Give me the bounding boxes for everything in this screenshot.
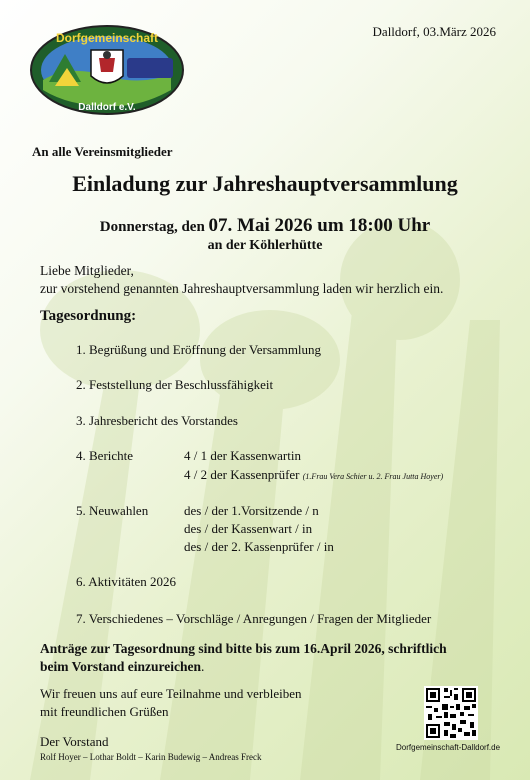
agenda-item-4-sub-1: 4 / 1 der Kassenwartin xyxy=(184,448,301,463)
proposals-note xyxy=(40,640,447,676)
agenda-item-5: 5. Neuwahlen xyxy=(76,503,149,518)
proposals-line-2-rest: . xyxy=(201,659,205,674)
logo-bottom-text: Dalldorf e.V. xyxy=(78,102,136,113)
agenda-item-4-sub-2 xyxy=(184,467,443,483)
club-logo xyxy=(29,24,185,116)
agenda-item-2: 2. Feststellung der Beschlussfähigkeit xyxy=(76,377,274,392)
meeting-date-prefix: Donnerstag, den xyxy=(99,219,209,235)
board-members: Rolf Hoyer – Lothar Boldt – Karin Budewig – Andreas Freck xyxy=(40,752,262,762)
greeting-line-2: zur vorstehend genannten Jahreshauptversammlung laden wir herzlich ein. xyxy=(40,281,444,296)
agenda-item-4-sub-2-note: (1.Frau Vera Schier u. 2. Frau Jutta Hoyer) xyxy=(302,472,444,481)
agenda-item-3: 3. Jahresbericht des Vorstandes xyxy=(76,413,238,428)
recipient-line: An alle Vereinsmitglieder xyxy=(32,144,173,159)
proposals-line-2 xyxy=(40,658,447,676)
agenda-item-1: 1. Begrüßung und Eröffnung der Versammlung xyxy=(76,342,322,357)
agenda-item-4: 4. Berichte xyxy=(76,448,134,463)
closing-line-2: mit freundlichen Grüßen xyxy=(40,704,169,719)
greeting xyxy=(40,262,443,298)
proposals-line-2-bold: beim Vorstand einzureichen xyxy=(40,659,202,674)
qr-code-icon[interactable] xyxy=(424,686,478,740)
agenda-item-5-sub-2: des / der Kassenwart / in xyxy=(184,521,313,536)
agenda-item-5-sub-3: des / der 2. Kassenprüfer / in xyxy=(184,539,334,554)
page-title: Einladung zur Jahreshauptversammlung xyxy=(72,171,458,196)
agenda-title: Tagesordnung: xyxy=(40,308,137,324)
agenda-item-7: 7. Verschiedenes – Vorschläge / Anregungen / Fragen der Mitglieder xyxy=(76,611,432,626)
letter-date: Dalldorf, 03.März 2026 xyxy=(372,24,496,39)
agenda-item-4-sub-2-text: 4 / 2 der Kassenprüfer xyxy=(184,467,300,482)
proposals-line-1: Anträge zur Tagesordnung sind bitte bis zum 16.April 2026, schriftlich xyxy=(40,641,447,656)
board-title: Der Vorstand xyxy=(40,734,109,749)
meeting-date-main: 07. Mai 2026 um 18:00 Uhr xyxy=(208,215,431,236)
meeting-location: an der Köhlerhütte xyxy=(207,238,323,253)
greeting-line-1: Liebe Mitglieder, xyxy=(40,263,134,278)
agenda-item-5-sub-1: des / der 1.Vorsitzende / n xyxy=(184,503,319,518)
website-link[interactable]: Dorfgemeinschaft-Dalldorf.de xyxy=(396,743,501,752)
logo-top-text: Dorfgemeinschaft xyxy=(55,31,159,45)
agenda-item-6: 6. Aktivitäten 2026 xyxy=(76,574,177,589)
meeting-datetime xyxy=(0,215,530,237)
closing xyxy=(40,685,301,721)
closing-line-1: Wir freuen uns auf eure Teilnahme und verbleiben xyxy=(40,686,302,701)
